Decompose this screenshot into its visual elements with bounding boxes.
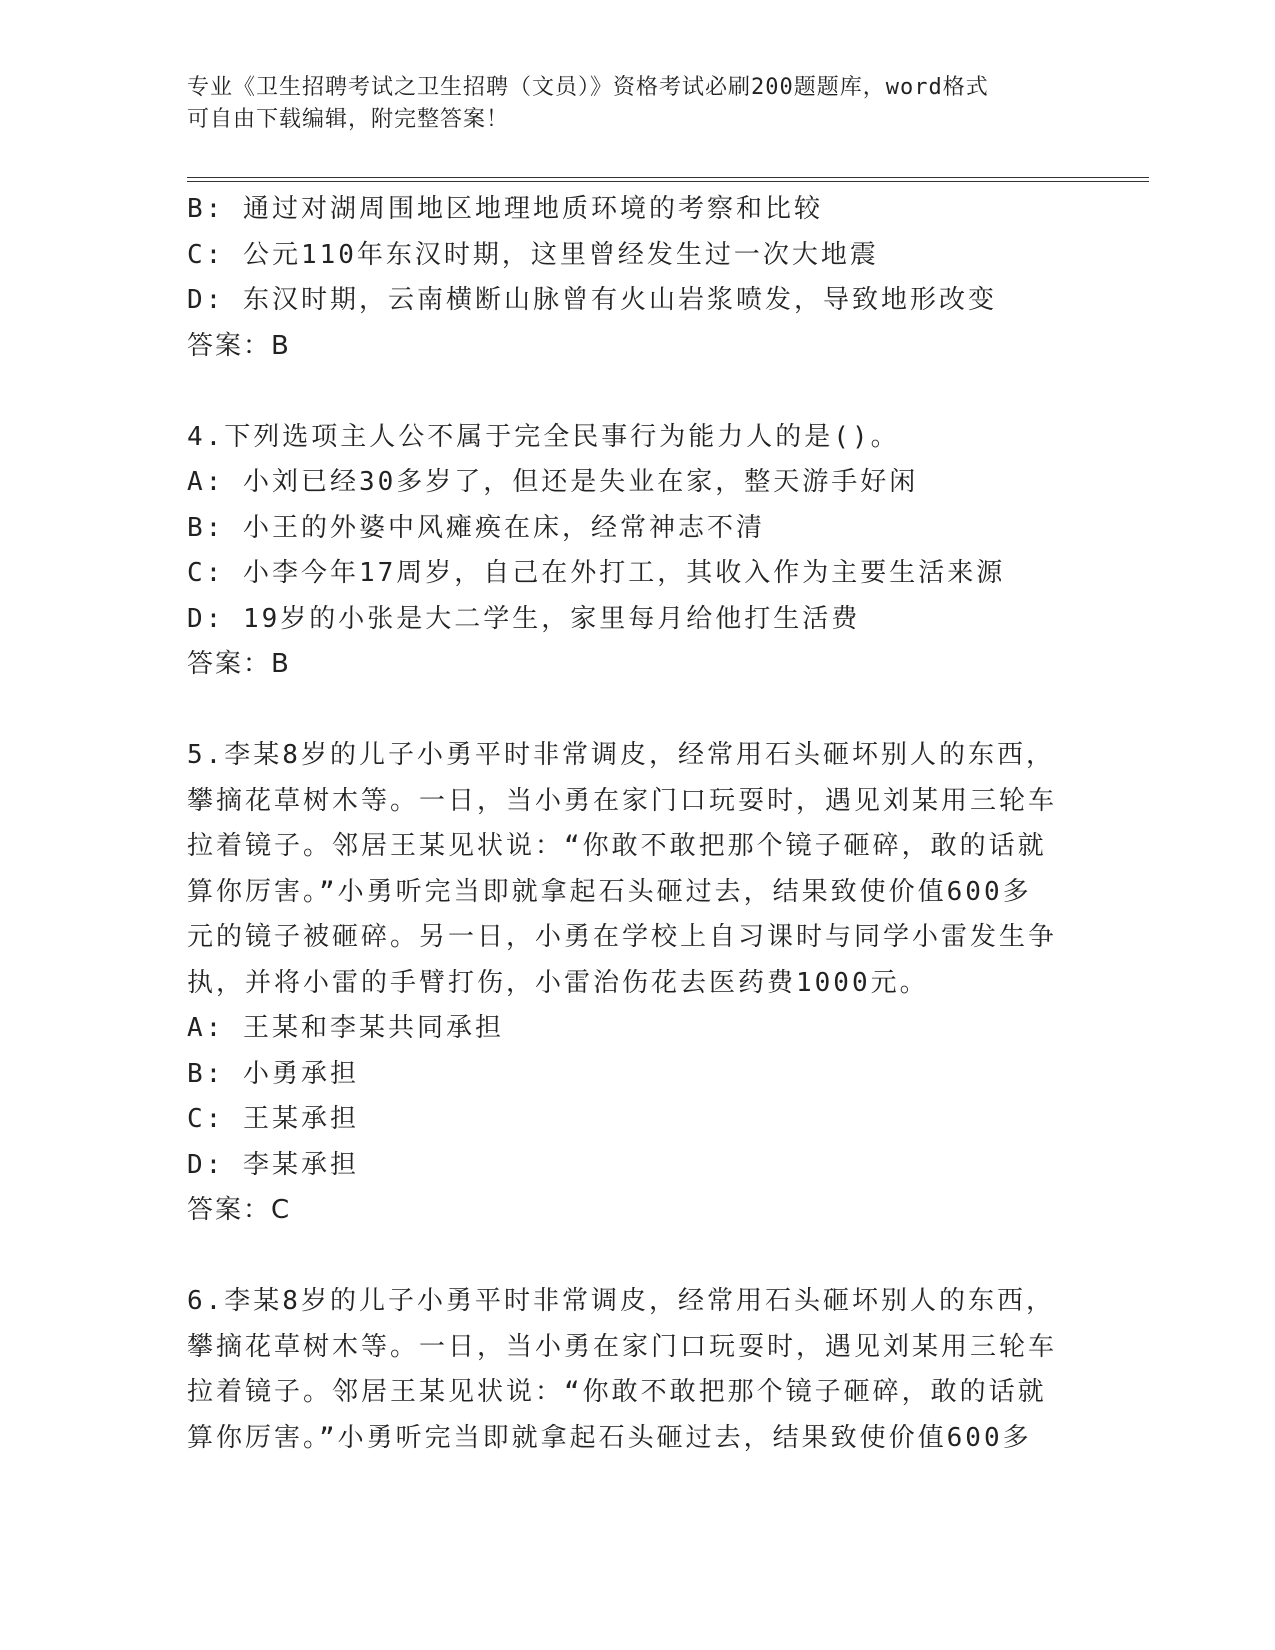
option-d: D: 李某承担 <box>187 1149 359 1180</box>
option-c: C: 公元110年东汉时期，这里曾经发生过一次大地震 <box>187 239 879 270</box>
header-divider-top <box>187 177 1149 178</box>
question-stem-line: 6.李某8岁的儿子小勇平时非常调皮，经常用石头砸坏别人的东西， <box>187 1286 1055 1316</box>
question-stem-line: 拉着镜子。邻居王某见状说：“你敢不敢把那个镜子砸碎，敢的话就 <box>187 1377 1047 1407</box>
question-stem-line: 5.李某8岁的儿子小勇平时非常调皮，经常用石头砸坏别人的东西， <box>187 740 1055 770</box>
option-d: D: 东汉时期，云南横断山脉曾有火山岩浆喷发，导致地形改变 <box>187 285 997 315</box>
question-stem-line: 算你厉害。”小勇听完当即就拿起石头砸过去，结果致使价值600多 <box>187 876 1032 907</box>
option-d: D: 19岁的小张是大二学生，家里每月给他打生活费 <box>187 603 861 634</box>
question-list <box>187 187 1087 1461</box>
option-a: A: 王某和李某共同承担 <box>187 1013 504 1043</box>
header-title-line-2: 可自由下载编辑，附完整答案！ <box>187 107 510 132</box>
answer: 答案：C <box>187 1195 292 1225</box>
question-stem-line: 算你厉害。”小勇听完当即就拿起石头砸过去，结果致使价值600多 <box>187 1422 1032 1453</box>
spacer <box>187 369 1087 415</box>
question-5 <box>187 733 1087 1234</box>
spacer <box>187 1234 1087 1280</box>
question-stem: 4.下列选项主人公不属于完全民事行为能力人的是()。 <box>187 421 900 452</box>
option-b: B: 通过对湖周围地区地理地质环境的考察和比较 <box>187 194 823 224</box>
question-3 <box>187 187 1087 369</box>
answer: 答案：B <box>187 330 291 361</box>
option-c: C: 小李今年17周岁，自己在外打工，其收入作为主要生活来源 <box>187 558 1006 588</box>
option-c: C: 王某承担 <box>187 1104 359 1134</box>
question-stem-line: 元的镜子被砸碎。另一日，小勇在学校上自习课时与同学小雷发生争 <box>187 922 1058 952</box>
question-stem-line: 执，并将小雷的手臂打伤，小雷治伤花去医药费1000元。 <box>187 967 929 998</box>
question-stem-line: 拉着镜子。邻居王某见状说：“你敢不敢把那个镜子砸碎，敢的话就 <box>187 831 1047 861</box>
option-b: B: 小勇承担 <box>187 1058 359 1089</box>
header-divider-bottom <box>187 181 1149 182</box>
question-4 <box>187 415 1087 688</box>
answer: 答案：B <box>187 649 291 679</box>
question-stem-line: 攀摘花草树木等。一日，当小勇在家门口玩耍时，遇见刘某用三轮车 <box>187 785 1058 816</box>
option-b: B: 小王的外婆中风瘫痪在床，经常神志不清 <box>187 512 765 543</box>
question-stem-line: 攀摘花草树木等。一日，当小勇在家门口玩耍时，遇见刘某用三轮车 <box>187 1331 1058 1362</box>
header-title-line-1: 专业《卫生招聘考试之卫生招聘（文员）》资格考试必刷200题题库，word格式 <box>187 75 989 100</box>
question-6 <box>187 1279 1087 1461</box>
document-header <box>187 72 1067 136</box>
option-a: A: 小刘已经30多岁了，但还是失业在家，整天游手好闲 <box>187 467 919 497</box>
spacer <box>187 688 1087 734</box>
